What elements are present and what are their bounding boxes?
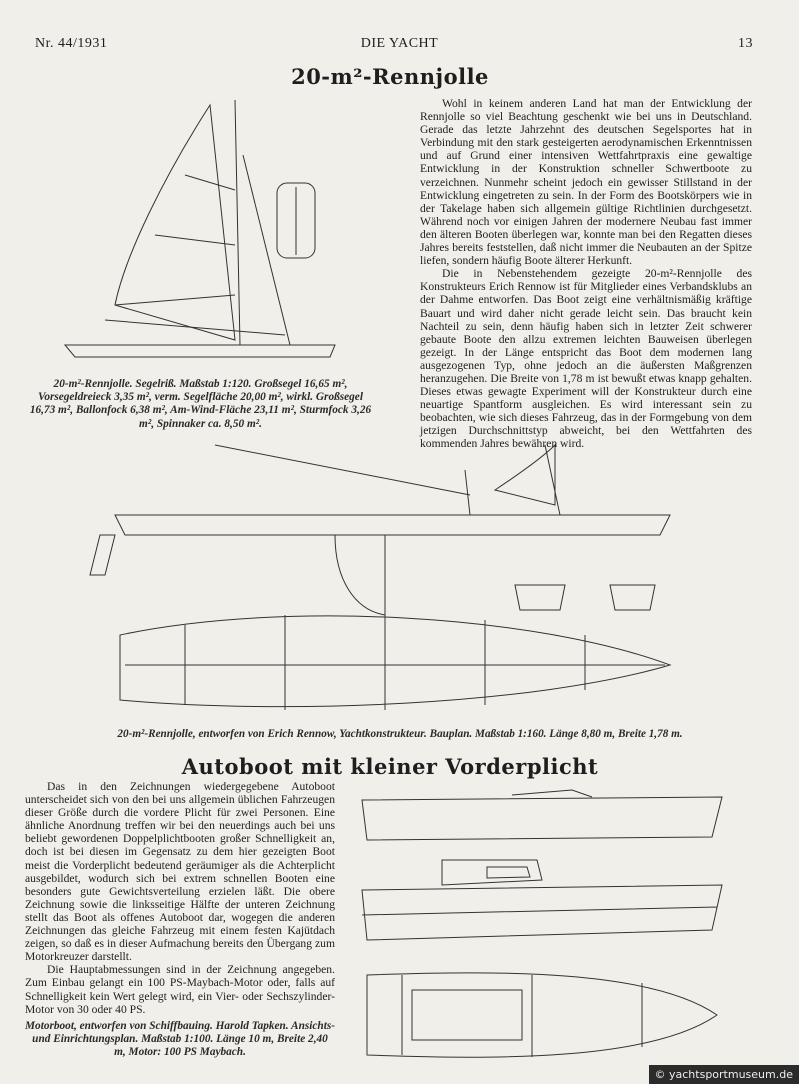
paragraph: Wohl in keinem anderen Land hat man der Entwicklung der Rennjolle so viel Beachtung geschenkt wie bei uns in Deutschland. Gerade das letzte Jahrzehnt des deutschen Segelsportes hat in Verbindung mit den stark gesteigerten aerodynamischen Erkenntnissen und auf Grund einer intensiven Wettfahrtpraxis eine gewaltige Entwicklung in der Konstruktion schneller Schwertboote zu verzeichnen. Nunmehr scheint jedoch ein gewisser Stillstand in der Entwicklung eingetreten zu sein. In der Form des Bootskörpers wie in der Takelage haben sich allgemein gültige Richtlinien durchgesetzt. Während noch vor einigen Jahren der modernere Neubau fast immer den älteren Booten überlegen war, konnte man bei den Regatten dieses Jahres bereits feststellen, daß nicht immer die Neubauten an der Spitze liefen, sondern häufig Boote älterer Herkunft. [420, 97, 752, 268]
article1-text [420, 97, 752, 451]
article1-title: 20-m²-Rennjolle [291, 64, 489, 89]
paragraph: Die Hauptabmessungen sind in der Zeichnung angegeben. Zum Einbau gelangt ein 100 PS-Maybach-Motor oder, falls auf Schnelligkeit kein Wert gelegt wird, ein Vier- oder Sechszylinder-Motor von 30 oder 40 PS. [25, 963, 335, 1016]
issue-number: Nr. 44/1931 [35, 36, 108, 51]
page-number: 13 [738, 36, 753, 51]
motorboat-caption: Motorboot, entworfen von Schiffbauing. Harold Tapken. Ansichts- und Einrichtungsplan. Maßstab 1:100. Länge 10 m, Breite 2,40 m, Motor: 100 PS Maybach. [25, 1020, 335, 1059]
sail-plan-caption: 20-m²-Rennjolle. Segelriß. Maßstab 1:120. Großsegel 16,65 m², Vorsegeldreieck 3,35 m², verm. Segelfläche 20,00 m², wirkl. Großsegel 16,73 m², Ballonfock 6,38 m², Am-Wind-Fläche 23,11 m², Sturmfock 3,26 m², Spinnaker ca. 8,50 m². [29, 378, 372, 430]
paragraph: Das in den Zeichnungen wiedergegebene Autoboot unterscheidet sich von den bei uns allgemein üblichen Fahrzeugen dieser Größe durch die vordere Plicht für zwei Personen. Eine ähnliche Anordnung treffen wir bei den neuerdings auch bei uns beliebt gewordenen Doppelplichtbooten großer Schnelligkeit an, doch ist bei diesen im Gegensatz zu dem hier gezeigten Boot meist die Vorderplicht bedeutend geräumiger als die Achterplicht ausgebildet, wodurch sich bei extrem schnellen Booten eine besonders gute Gewichtsverteilung erzielen läßt. Die obere Zeichnung sowie die linksseitige Hälfte der unteren Zeichnung stellt das Boot als offenes Autoboot dar, wogegen die anderen Zeichnungen das gleiche Fahrzeug mit einem festen Kajütdach zeigen, so daß es in dieser Aufmachung bereits den Übergang zum Motorkreuzer darstellt. [25, 780, 335, 964]
construction-plan-caption: 20-m²-Rennjolle, entworfen von Erich Rennow, Yachtkonstrukteur. Bauplan. Maßstab 1:160. Länge 8,80 m, Breite 1,78 m. [117, 728, 683, 740]
motorboat-drawings [352, 785, 732, 1067]
article2-title: Autoboot mit kleiner Vorderplicht [181, 754, 599, 779]
sail-plan-drawing [45, 95, 345, 370]
watermark: © yachtsportmuseum.de [649, 1065, 799, 1084]
article2-text [25, 780, 335, 1016]
magazine-name: DIE YACHT [360, 36, 439, 51]
paragraph: Die in Nebenstehendem gezeigte 20-m²-Rennjolle des Konstrukteurs Erich Rennow ist für Mitglieder eines Verbandsklubs an der Dahme entworfen. Das Boot zeigt eine verhältnismäßig kräftige Bauart und wird daher nicht gerade leicht sein. Das braucht kein Nachteil zu sein, denn häufig haben sich in letzter Zeit schwerer gebaute Boote den allzu extremen leichten Bauweisen überlegen gezeigt. In der Länge entspricht das Boot dem modernen lang ausgezogenen Typ, ohne jedoch an die äußersten Maßgrenzen heranzugehen. Die Breite von 1,78 m ist bewußt etwas knapp gehalten. Dieses etwas gewagte Experiment will der Konstrukteur durch eine neuartige Spantform ausgleichen. Es wird interessant sein zu beobachten, wie sich dieses Fahrzeug, das in der Formgebung von dem jetzigen Durchschnittstyp abweicht, bei den Wettfahrten des kommenden Jahres bewähren wird. [420, 267, 752, 451]
construction-plan-drawing [85, 440, 685, 725]
